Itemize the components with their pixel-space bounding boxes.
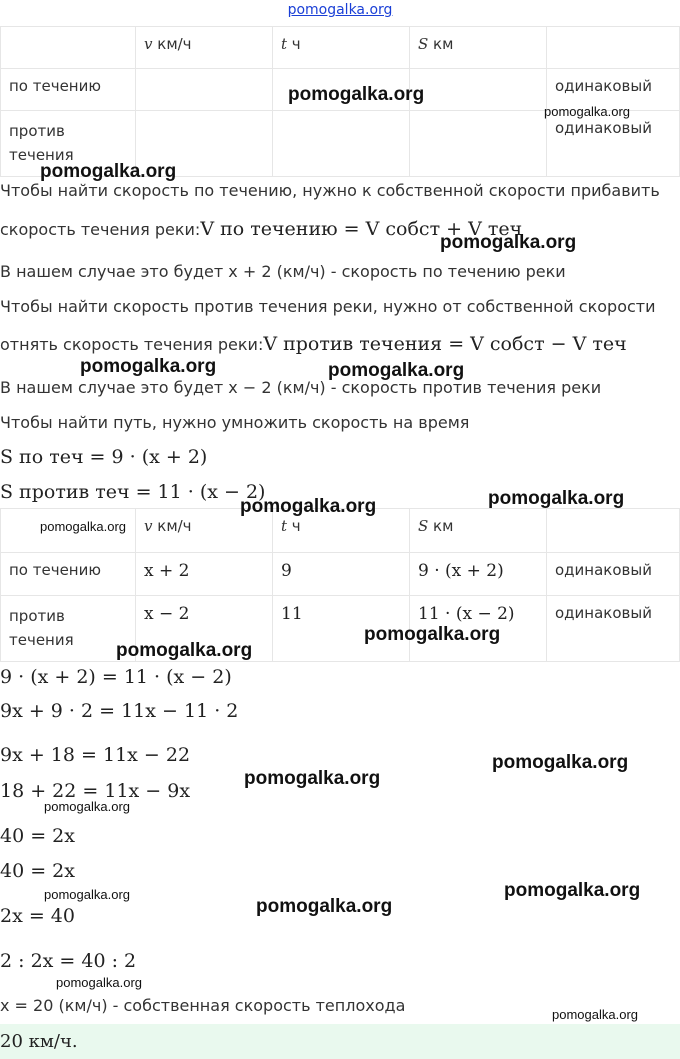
cell-speed [136,69,273,111]
watermark: pomogalka.org [544,104,630,119]
cell-note: одинаковый [547,111,680,177]
header-cell-note [547,27,680,69]
watermark: pomogalka.org [240,496,377,517]
row-label: по течению [1,553,136,596]
equation-step: 2x = 40 [0,905,75,927]
formula-distance-downstream: S по теч = 9 · (x + 2) [0,446,208,468]
equation-step: 2 : 2x = 40 : 2 [0,950,137,972]
watermark: pomogalka.org [40,519,126,534]
paragraph-upstream-rule-cont [0,333,627,355]
table-row [1,596,680,662]
row-label: против течения [1,111,136,177]
paragraph-distance-rule: Чтобы найти путь, нужно умножить скорость на время [0,413,470,432]
paragraph-downstream-rule: Чтобы найти скорость по течению, нужно к собственной скорости прибавить [0,181,660,200]
watermark: pomogalka.org [328,360,465,381]
header-cell-note [547,509,680,553]
formula-downstream: V по течению = V собст + V теч [200,218,523,240]
row-label: по течению [1,69,136,111]
cell-time: 11 [273,596,410,662]
equation-step: 9 · (x + 2) = 11 · (x − 2) [0,666,232,688]
watermark: pomogalka.org [40,161,177,182]
header-cell-speed: v км/ч [136,27,273,69]
cell-speed: x + 2 [136,553,273,596]
paragraph-downstream-value: В нашем случае это будет x + 2 (км/ч) - скорость по течению реки [0,262,566,281]
answer-box: 20 км/ч. [0,1024,680,1059]
watermark: pomogalka.org [244,768,381,789]
cell-distance: 9 · (x + 2) [410,553,547,596]
watermark: pomogalka.org [288,84,425,105]
paragraph-upstream-value: В нашем случае это будет x − 2 (км/ч) - скорость против течения реки [0,378,602,397]
row-label: против течения [1,596,136,662]
text-fragment: скорость течения реки: [0,220,201,239]
watermark: pomogalka.org [116,640,253,661]
table-row [1,553,680,596]
cell-distance [410,69,547,111]
watermark: pomogalka.org [552,1007,638,1022]
header-cell-speed: v км/ч [136,509,273,553]
watermark: pomogalka.org [504,880,641,901]
watermark: pomogalka.org [80,356,217,377]
watermark: pomogalka.org [364,624,501,645]
formula-distance-upstream: S против теч = 11 · (x − 2) [0,481,266,503]
header-cell-time: t ч [273,27,410,69]
cell-note: одинаковый [547,69,680,111]
watermark: pomogalka.org [56,975,142,990]
cell-note: одинаковый [547,553,680,596]
cell-time [273,111,410,177]
table-header-row [1,27,680,69]
equation-step: 9x + 18 = 11x − 22 [0,744,191,766]
watermark: pomogalka.org [44,887,130,902]
watermark: pomogalka.org [488,488,625,509]
header-cell-distance: S км [410,509,547,553]
header-cell-time: t ч [273,509,410,553]
watermark: pomogalka.org [492,752,629,773]
watermark: pomogalka.org [44,799,130,814]
equation-step: 40 = 2x [0,860,75,882]
site-link[interactable]: pomogalka.org [287,2,393,18]
final-result-line: x = 20 (км/ч) - собственная скорость теплохода [0,996,406,1015]
equation-step: 9x + 9 · 2 = 11x − 11 · 2 [0,700,239,722]
cell-distance: 11 · (x − 2) [410,596,547,662]
equation-step: 40 = 2x [0,825,75,847]
watermark: pomogalka.org [440,232,577,253]
paragraph-upstream-rule: Чтобы найти скорость против течения реки, нужно от собственной скорости [0,297,656,316]
header-cell-empty [1,27,136,69]
cell-speed: x − 2 [136,596,273,662]
cell-distance [410,111,547,177]
formula-upstream: V против течения = V собст − V теч [263,333,627,355]
header-cell-distance: S км [410,27,547,69]
cell-note: одинаковый [547,596,680,662]
watermark: pomogalka.org [256,896,393,917]
equation-step: 18 + 22 = 11x − 9x [0,780,191,802]
cell-time: 9 [273,553,410,596]
text-fragment: отнять скорость течения реки: [0,335,264,354]
